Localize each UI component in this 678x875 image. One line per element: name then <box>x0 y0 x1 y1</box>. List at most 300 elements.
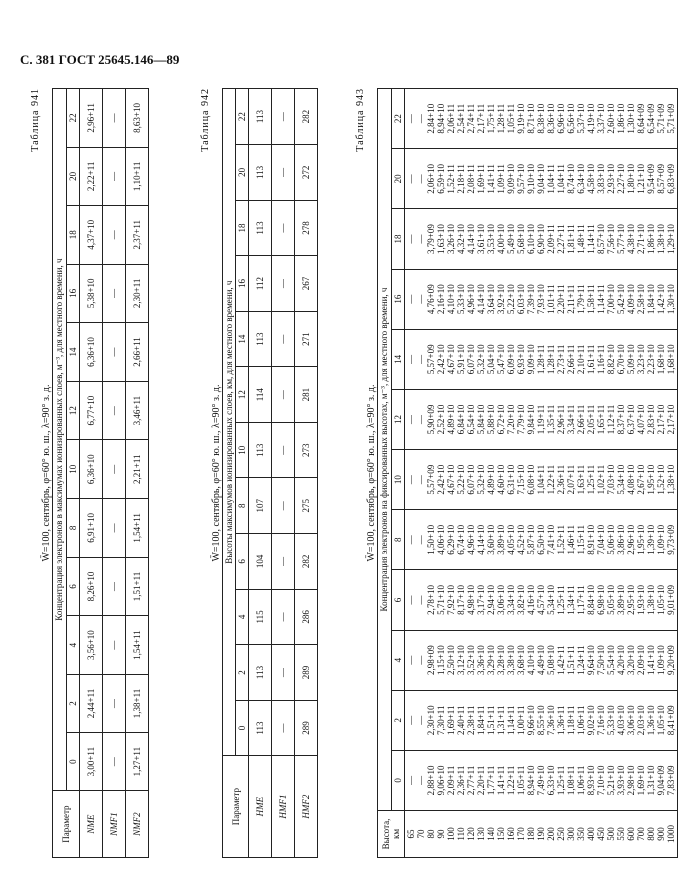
table-cell: 289 <box>295 700 318 756</box>
table-cell: 2,20+11 <box>556 284 566 314</box>
table-cell: 6,08+10 <box>526 464 536 495</box>
table-cell: 5,91+10 <box>456 344 466 375</box>
table-cell: — <box>103 205 126 264</box>
table-cell: 7,10+10 <box>596 765 606 796</box>
table-cell: 4,08+10 <box>626 464 636 495</box>
table-cell: — <box>103 674 126 732</box>
table-cell: — <box>416 234 426 244</box>
table-cell: 1,81+11 <box>566 224 576 254</box>
table-cell: 1,48+11 <box>576 224 586 254</box>
table-cell: — <box>272 311 295 367</box>
hour-col-header: 8 <box>67 499 80 558</box>
t942-caption: W̄=100, сентябрь, φ=60° ю. ш., λ=90° з. д. <box>211 384 222 562</box>
table-cell: 4,14+10 <box>466 224 476 254</box>
table-cell: 2,52+10 <box>436 404 446 435</box>
table-cell: 9,01+09 <box>666 585 676 615</box>
height-value: 180 <box>526 827 536 841</box>
table-cell: 1,04+11 <box>546 164 556 194</box>
table-cell: 8,57+10 <box>596 224 606 254</box>
table-cell: 1,10+11 <box>126 147 149 205</box>
table-cell: 1,38+11 <box>126 674 149 732</box>
table-cell: 6,59+10 <box>436 163 446 194</box>
table-cell: 2,71+10 <box>636 224 646 254</box>
hour-col-header: 16 <box>67 264 80 323</box>
table-cell: 6,31+10 <box>506 464 516 495</box>
row-label: NMF1 <box>103 791 126 858</box>
table-cell: 5,71+09 <box>656 103 666 134</box>
t942-block <box>200 88 318 858</box>
table-cell: 2,66+11 <box>566 344 576 375</box>
table-cell: 1,28+11 <box>536 344 546 375</box>
table-cell: — <box>416 475 426 485</box>
table-cell: 1,46+11 <box>566 525 576 555</box>
table-cell: 1,21+10 <box>636 163 646 194</box>
hour-col-header: 16 <box>236 256 249 312</box>
table-cell: 1,05+10 <box>656 585 666 615</box>
table-cell: 2,42+10 <box>436 464 446 495</box>
table-cell: 3,83+10 <box>596 163 606 194</box>
table-cell: 2,98+09 <box>426 645 436 676</box>
table-cell: 2,22+11 <box>80 147 103 205</box>
table-cell: 9,10+10 <box>526 163 536 194</box>
table-cell: 2,44+11 <box>80 674 103 732</box>
table-cell: 272 <box>295 145 318 201</box>
table-cell: — <box>272 589 295 645</box>
height-value: 190 <box>536 827 546 841</box>
table-cell: 1,30+10 <box>666 284 676 315</box>
param-header: Параметр <box>53 791 80 858</box>
table-cell: 9,20+09 <box>666 645 676 676</box>
table-cell: 4,10+10 <box>526 645 536 676</box>
table-cell: 1,05+10 <box>656 705 666 736</box>
table-cell: 3,38+10 <box>506 645 516 676</box>
hour-col-header: 22 <box>236 89 249 145</box>
table-cell: 5,09+10 <box>626 344 636 375</box>
table-cell: 2,67+10 <box>636 464 646 495</box>
table-cell: — <box>406 294 416 304</box>
table-cell: 286 <box>295 589 318 645</box>
table-cell: — <box>416 775 426 785</box>
table-cell: 1,61+11 <box>586 344 596 375</box>
table-cell: 1,39+10 <box>646 524 656 555</box>
table-cell: 107 <box>249 478 272 534</box>
table-cell: 3,60+10 <box>486 524 496 555</box>
table-cell: 2,96+11 <box>556 404 566 435</box>
table-cell: 1,09+10 <box>656 645 666 676</box>
heights-column <box>405 811 678 858</box>
table-cell: 1,69+11 <box>476 164 486 194</box>
table-cell: 3,82+10 <box>516 585 526 615</box>
t941-block <box>30 88 149 858</box>
table-cell: 3,23+10 <box>636 344 646 375</box>
table-cell: 8,17+10 <box>456 585 466 615</box>
table-cell: 6,09+10 <box>506 344 516 375</box>
table-cell: 1,18+11 <box>566 705 576 736</box>
table-cell: 4,14+10 <box>476 284 486 315</box>
table-cell: 1,14+11 <box>596 284 606 314</box>
table-cell: 2,98+10 <box>626 765 636 796</box>
hour-col-header: 12 <box>392 389 405 449</box>
table-cell: 2,93+10 <box>606 163 616 194</box>
table-cell: 2,50+10 <box>446 645 456 676</box>
table-cell: 8,63+10 <box>126 89 149 148</box>
table-cell: 2,60+10 <box>606 103 616 134</box>
table-cell: 2,96+11 <box>80 89 103 148</box>
table-cell: 1,28+11 <box>496 103 506 134</box>
hour-col-header: 16 <box>392 269 405 329</box>
data-column <box>405 149 678 209</box>
table-cell: 1,84+10 <box>646 284 656 315</box>
row-label: NME <box>80 791 103 858</box>
table-cell: 1,06+11 <box>576 705 586 736</box>
hour-col-header: 6 <box>67 557 80 616</box>
table-cell: 1,51+11 <box>566 645 576 675</box>
table-cell: 6,33+10 <box>546 765 556 796</box>
table-cell: 2,23+10 <box>646 344 656 375</box>
height-value: 110 <box>456 827 466 841</box>
table-cell: 2,05+11 <box>586 404 596 435</box>
table-cell: 113 <box>249 422 272 478</box>
table-cell: 2,30+11 <box>126 264 149 323</box>
table-cell: 1,52+11 <box>446 164 456 194</box>
table-cell: 275 <box>295 478 318 534</box>
table-cell: 6,07+10 <box>466 464 476 495</box>
table-cell: 6,98+10 <box>596 585 606 615</box>
table-cell: 112 <box>249 256 272 312</box>
table-cell: 2,95+10 <box>626 585 636 615</box>
table-cell: 2,84+10 <box>426 103 436 134</box>
table-cell: 6,96+10 <box>556 103 566 134</box>
table-cell: 2,54+11 <box>456 103 466 134</box>
table-cell: 5,71+09 <box>666 103 676 134</box>
height-value: 500 <box>606 827 616 841</box>
table-cell: — <box>416 595 426 605</box>
table-cell: 1,54+11 <box>126 499 149 558</box>
table-cell: 4,10+10 <box>446 284 456 315</box>
table-cell: 2,66+11 <box>576 404 586 435</box>
table-cell: 2,38+11 <box>466 705 476 736</box>
table-cell: 7,92+10 <box>446 585 456 615</box>
height-value: 400 <box>586 827 596 841</box>
table-cell: 9,64+10 <box>586 645 596 676</box>
height-value: 130 <box>476 827 486 841</box>
table-cell: 113 <box>249 311 272 367</box>
table-cell: 1,41+10 <box>646 645 656 676</box>
height-value: 900 <box>656 827 666 841</box>
height-value: 800 <box>646 827 656 841</box>
table-cell: 113 <box>249 700 272 756</box>
table-cell: 4,49+10 <box>536 645 546 676</box>
hour-col-header: 0 <box>392 750 405 810</box>
table-cell: 2,27+11 <box>556 224 566 254</box>
table-cell: 4,07+10 <box>636 404 646 435</box>
table-cell: 1,52+11 <box>556 525 566 555</box>
table-cell: 1,14+11 <box>586 224 596 254</box>
table-cell: 8,57+09 <box>656 163 666 194</box>
table-cell: 5,68+10 <box>516 224 526 254</box>
table-cell: 1,08+11 <box>566 765 576 796</box>
table-cell: — <box>406 475 416 485</box>
height-value: 70 <box>416 829 426 839</box>
table-cell: 2,40+11 <box>456 705 466 736</box>
data-column <box>405 209 678 269</box>
table-cell: 5,04+10 <box>486 344 496 375</box>
hour-col-header: 20 <box>392 149 405 209</box>
height-value: 150 <box>496 827 506 841</box>
table-cell: 7,83+09 <box>666 765 676 796</box>
table-cell: — <box>416 294 426 304</box>
table-cell: 1,22+11 <box>546 464 556 495</box>
table-cell: 9,09+10 <box>526 344 536 375</box>
table-row <box>272 89 295 858</box>
table-cell: 8,94+10 <box>526 765 536 796</box>
table-cell: 1,09+10 <box>656 524 666 555</box>
page-header: С. 381 ГОСТ 25645.146—89 <box>20 52 180 67</box>
table-cell: 2,77+11 <box>466 765 476 796</box>
table-cell: 113 <box>249 145 272 201</box>
table-cell: — <box>272 256 295 312</box>
table-cell: 2,58+10 <box>636 284 646 315</box>
table-cell: 6,77+10 <box>80 381 103 440</box>
table-cell: 3,37+10 <box>596 103 606 134</box>
table-cell: 5,32+10 <box>476 464 486 495</box>
table-cell: 5,49+10 <box>506 224 516 254</box>
table-cell: 8,37+10 <box>616 404 626 435</box>
table-cell: 4,98+10 <box>466 585 476 615</box>
table-cell: 113 <box>249 200 272 256</box>
table-cell: — <box>272 478 295 534</box>
param-header: Параметр <box>223 756 249 858</box>
table-cell: — <box>406 775 416 785</box>
table-cell: 3,53+10 <box>486 224 496 254</box>
table-cell: 1,86+10 <box>646 224 656 254</box>
table-cell: 2,18+11 <box>456 164 466 194</box>
table-cell: 6,70+10 <box>616 344 626 375</box>
table-cell: 113 <box>249 89 272 145</box>
table-cell: 104 <box>249 534 272 590</box>
table-cell: — <box>272 534 295 590</box>
data-column <box>405 329 678 389</box>
table-cell: 1,50+10 <box>426 524 436 555</box>
hour-col-header: 18 <box>236 200 249 256</box>
table-cell: 3,68+10 <box>516 645 526 676</box>
table-cell: 278 <box>295 200 318 256</box>
table-cell: 3,79+09 <box>426 224 436 254</box>
table-cell: 5,33+10 <box>456 284 466 315</box>
t943-name: Таблица 943 <box>355 88 366 152</box>
table-cell: 7,50+10 <box>596 645 606 676</box>
table-cell: 2,20+11 <box>476 765 486 796</box>
table-cell: 271 <box>295 311 318 367</box>
table-cell: 2,94+10 <box>486 585 496 615</box>
table-cell: 9,02+10 <box>586 705 596 736</box>
table-cell: 4,16+10 <box>526 585 536 615</box>
height-value: 120 <box>466 827 476 841</box>
table-cell: 5,22+10 <box>506 284 516 315</box>
table-cell: 2,73+11 <box>556 344 566 375</box>
table-cell: 1,31+10 <box>646 765 656 796</box>
table-cell: — <box>406 414 416 424</box>
table-cell: 4,03+10 <box>616 705 626 736</box>
table-cell: 9,73+09 <box>666 524 676 555</box>
table-cell: 5,34+10 <box>546 585 556 615</box>
table-cell: 7,20+10 <box>506 404 516 435</box>
table-cell: 3,20+10 <box>626 645 636 676</box>
table-cell: 1,04+11 <box>556 164 566 194</box>
table-cell: 1,65+11 <box>596 404 606 435</box>
hours-header: Концентрация электронов на фиксированных высотах, м⁻³, для местного времени, ч <box>378 89 392 811</box>
table-cell: 7,15+10 <box>516 464 526 495</box>
table-cell: 113 <box>249 645 272 701</box>
table-cell: — <box>406 715 416 725</box>
hour-col-header: 10 <box>236 422 249 478</box>
table-cell: 1,63+10 <box>436 224 446 254</box>
table-cell: 3,34+10 <box>506 585 516 615</box>
table-cell: 5,32+10 <box>476 344 486 375</box>
data-column <box>405 269 678 329</box>
table-cell: 3,46+11 <box>126 381 149 440</box>
table-cell: 6,34+10 <box>576 163 586 194</box>
t943-block <box>355 88 678 858</box>
table-cell: 3,61+10 <box>476 224 486 254</box>
table-cell: 1,25+11 <box>586 464 596 495</box>
table-cell: 5,21+10 <box>606 765 616 796</box>
table-cell: 5,57+09 <box>426 344 436 375</box>
table-cell: 4,89+10 <box>446 404 456 435</box>
hours-header: Концентрация электронов в максимумах ионизированных слоев, м⁻³, для местного времени, ч <box>53 89 67 791</box>
table-cell: 2,11+11 <box>566 284 576 314</box>
table-cell: 1,25+11 <box>556 765 566 796</box>
table-cell: 9,04+10 <box>536 163 546 194</box>
table-cell: 1,86+10 <box>616 103 626 134</box>
hour-col-header: 22 <box>67 89 80 148</box>
table-cell: — <box>103 733 126 791</box>
table-cell: 1,79+11 <box>576 284 586 314</box>
table-cell: 2,83+10 <box>646 404 656 435</box>
table-cell: — <box>272 645 295 701</box>
hour-col-header: 0 <box>67 733 80 791</box>
table-cell: 4,37+10 <box>80 205 103 264</box>
table-cell: 114 <box>249 367 272 423</box>
table-cell: 3,36+10 <box>476 645 486 676</box>
table-cell: 7,41+10 <box>546 524 556 555</box>
table-cell: 9,84+10 <box>526 404 536 435</box>
table-cell: 6,83+09 <box>666 163 676 194</box>
table-cell: 4,32+10 <box>456 224 466 254</box>
table-cell: 6,74+10 <box>456 524 466 555</box>
table-cell: 4,58+10 <box>586 163 596 194</box>
table-cell: 2,42+10 <box>436 344 446 375</box>
table-cell: — <box>416 354 426 364</box>
table-cell: — <box>272 422 295 478</box>
table-cell: 3,06+10 <box>626 705 636 736</box>
t941-table <box>52 88 149 858</box>
table-cell: 1,17+11 <box>576 585 586 615</box>
table-cell: 1,58+11 <box>586 284 596 314</box>
table-cell: 1,80+10 <box>626 163 636 194</box>
table-cell: 2,03+10 <box>636 705 646 736</box>
height-value: 160 <box>506 827 516 841</box>
table-cell: 8,38+10 <box>536 103 546 134</box>
table-cell: 115 <box>249 589 272 645</box>
table-cell: 4,57+10 <box>536 585 546 615</box>
table-row <box>126 89 149 858</box>
table-cell: 3,64+10 <box>486 284 496 315</box>
table-cell: 2,36+11 <box>556 464 566 495</box>
table-cell: 5,77+10 <box>616 224 626 254</box>
table-cell: 6,03+10 <box>516 284 526 315</box>
table-cell: 2,06+10 <box>426 163 436 194</box>
table-cell: 8,93+10 <box>586 765 596 796</box>
table-cell: 4,05+10 <box>506 524 516 555</box>
table-cell: 1,14+11 <box>506 705 516 736</box>
table-cell: — <box>103 323 126 382</box>
t941-name: Таблица 941 <box>30 88 41 152</box>
table-cell: 1,75+11 <box>486 103 496 134</box>
height-value: 65 <box>406 829 416 839</box>
table-cell: 281 <box>295 367 318 423</box>
table-cell: 7,04+10 <box>596 524 606 555</box>
hour-col-header: 18 <box>392 209 405 269</box>
table-cell: 7,30+11 <box>436 705 446 736</box>
table-cell: 5,42+10 <box>616 284 626 315</box>
table-cell: 6,56+10 <box>566 103 576 134</box>
t941-caption: W̄=100, сентябрь, φ=60° ю. ш., λ=90° з. д. <box>41 384 52 562</box>
hour-col-header: 18 <box>67 205 80 264</box>
table-cell: 8,91+10 <box>586 524 596 555</box>
table-cell: — <box>406 234 416 244</box>
table-cell: 5,37+10 <box>576 103 586 134</box>
height-value: 300 <box>566 827 576 841</box>
table-cell: 7,56+10 <box>606 224 616 254</box>
table-cell: — <box>103 147 126 205</box>
hour-col-header: 20 <box>236 145 249 201</box>
table-cell: 4,00+10 <box>496 224 506 254</box>
table-cell: 1,63+11 <box>576 464 586 495</box>
table-cell: 1,09+11 <box>496 164 506 194</box>
table-cell: 5,57+09 <box>426 464 436 495</box>
table-cell: 1,22+11 <box>506 765 516 796</box>
table-cell: 7,36+10 <box>546 705 556 736</box>
hour-col-header: 10 <box>67 440 80 499</box>
height-value: 170 <box>516 827 526 841</box>
table-cell: 3,92+10 <box>496 284 506 315</box>
table-cell: 7,49+10 <box>536 765 546 796</box>
table-cell: 3,89+10 <box>496 524 506 555</box>
table-cell: 2,74+11 <box>466 103 476 134</box>
table-cell: 1,95+10 <box>646 464 656 495</box>
hour-col-header: 12 <box>236 367 249 423</box>
table-cell: 3,52+10 <box>466 645 476 676</box>
table-cell: 2,09+11 <box>546 224 556 254</box>
table-cell: 1,93+10 <box>636 585 646 615</box>
table-cell: 1,25+11 <box>556 585 566 615</box>
table-cell: 1,12+11 <box>606 404 616 435</box>
table-cell: 1,27+11 <box>126 733 149 791</box>
table-cell: 4,06+10 <box>436 524 446 555</box>
hour-col-header: 2 <box>67 674 80 732</box>
height-value: 80 <box>426 829 436 839</box>
table-cell: 5,05+10 <box>606 585 616 615</box>
table-cell: 1,01+11 <box>546 284 556 314</box>
table-cell: 2,06+11 <box>446 103 456 134</box>
table-cell: 1,41+11 <box>496 765 506 796</box>
table-cell: 3,34+11 <box>566 404 576 435</box>
height-value: 90 <box>436 829 446 839</box>
height-value: 450 <box>596 827 606 841</box>
table-cell: 5,06+10 <box>606 524 616 555</box>
table-cell: 3,26+10 <box>446 224 456 254</box>
